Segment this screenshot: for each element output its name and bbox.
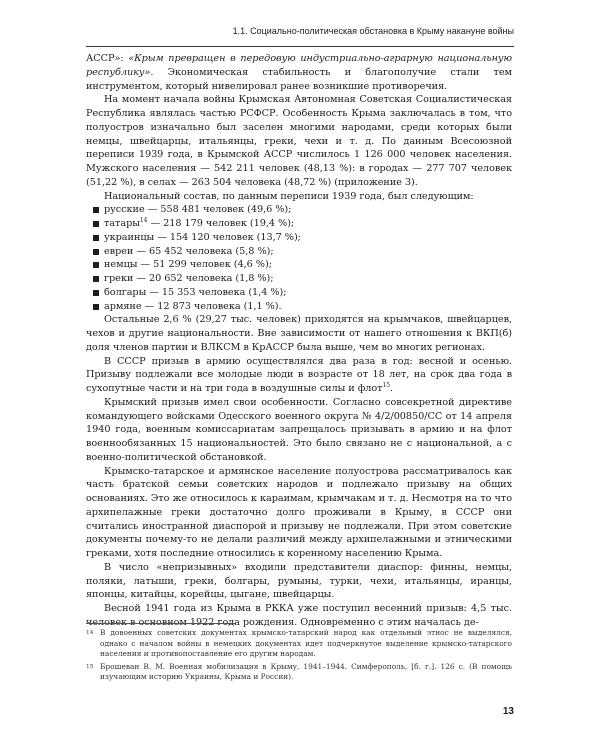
crimean-draft-paragraph: Крымский призыв имел свои особенности. Согласно совсекретной директиве командующего войсками Одесского военного округа № 4/2/00850/СС от 14 апреля 1940 года, военным комиссариатам запрещалось призывать в армию и на флот военнообязанных 15 национальностей. Это было связано не с национальной, а с военно-политической обстановкой. [86, 396, 512, 463]
draft-paragraph: В СССР призыв в армию осуществлялся два раза в год: весной и осенью. Призыву подлежали все молодые люди в возрасте от 18 лет, на срок два года в сухопутные части и на три года в воздушные силы и флот$^{15}$. [86, 355, 512, 394]
bullet-icon [93, 235, 99, 241]
others-paragraph: Остальные 2,6 % (29,27 тыс. человек) приходятся на крымчаков, швейцарцев, чехов и другие национальности. Вне зависимости от нашего отношения к ВКП(б) доля членов партии и ВЛКСМ в КрАССР была выше, чем во многих регионах. [86, 314, 512, 353]
census-paragraph: На момент начала войны Крымская Автономная Советская Социалистическая Республика являлась частью РСФСР. Особенность Крыма заключалась в том, что полуостров изначально был заселен многими народами, среди которых были немцы, швейцарцы, итальянцы, греки, чехи и т. д. По данным Всесоюзной переписи 1939 года, в Крымской АССР числилось 1 126 000 человек населения. Мужского населения — 542 211 человек (48,13 %): в городах — 277 707 человек (51,22 %), в селах — 263 504 человека (48,72 %) (приложение 3). [86, 94, 512, 188]
composition-intro: Национальный состав, по данным переписи 1939 года, был следующим: [104, 190, 474, 202]
footnote-ref[interactable]: 14 [139, 216, 148, 224]
bullet-icon [93, 221, 99, 227]
list-item: армяне — 12 873 человека (1,1 %). [104, 300, 512, 314]
list-item: русские — 558 481 человек (49,6 %); [104, 203, 512, 217]
intro-paragraph: АССР»: «Крым превращен в передовую индустриально-аграрную национальную республику». Экономическая стабильность и благополучие стали тем инструментом, который нивелировал ранее возникшие противоречия. [86, 53, 512, 92]
nationality-list [86, 203, 512, 313]
bullet-icon [93, 207, 99, 213]
spring-draft-paragraph: Весной 1941 года из Крыма в РККА уже поступил весенний призыв: 4,5 тыс. человек в основном 1922 года рождения. Одновременно с этим началась де- [86, 603, 512, 628]
tatar-armenian-paragraph: Крымско-татарское и армянское население полуострова рассматривалось как часть братской семьи советских народов и подлежало призыву на общих основаниях. Это же относилось к караимам, крымчакам и т. д. Несмотря на то что архипелажные греки достаточно долго проживали в Крыму, в СССР они считались иностранной диаспорой и призыву не подлежали. При этом советские документы почему-то не делали различий между архипелажными и этническими греками, хотя последние относились к коренному населению Крыма. [86, 465, 512, 559]
footnote-separator [86, 623, 236, 624]
running-header [86, 26, 514, 47]
non-draftable-paragraph: В число «непризывных» входили представители диаспор: финны, немцы, поляки, латыши, греки, болгары, румыны, турки, чехи, итальянцы, иранцы, японцы, китайцы, корейцы, цыгане, швейцарцы. [86, 561, 512, 601]
list-item: немцы — 51 299 человек (4,6 %); [104, 258, 512, 272]
footnote-text: В довоенных советских документах крымско-татарский народ как отдельный этнос не выделялся, однако с началом войны в немецких документах идет подчеркнутое выделение крымско-татарского населения и противопоставление его другим народам. [100, 628, 512, 658]
bullet-icon [93, 290, 99, 296]
bullet-icon [93, 262, 99, 268]
footnote [86, 628, 512, 660]
bullet-icon [93, 304, 99, 310]
bullet-icon [93, 249, 99, 255]
footnotes [86, 628, 512, 685]
footnote-text: Брошеван В. М. Военная мобилизация в Крыму, 1941–1944. Симферополь, [б. г.]. 126 с. (В помощь изучающим историю Украины, Крыма и России). [100, 661, 512, 681]
list-item: евреи — 65 452 человека (5,8 %); [104, 245, 512, 259]
bullet-icon [93, 276, 99, 282]
list-item: украинцы — 154 120 человек (13,7 %); [104, 231, 512, 245]
list-item: татары$^{14}$ — 218 179 человек (19,4 %); [104, 217, 512, 231]
footnote-number: 14 [86, 630, 94, 636]
page-number: 13 [502, 706, 514, 717]
body-text [86, 52, 512, 630]
list-item: греки — 20 652 человека (1,8 %); [104, 272, 512, 286]
quote: «Крым превращен в передовую индустриально-аграрную национальную республику» [86, 53, 512, 78]
running-title: 1.1. Социально-политическая обстановка в Крыму накануне войны [232, 26, 514, 36]
footnote [86, 662, 512, 683]
footnote-number: 15 [86, 663, 94, 670]
footnote-ref[interactable]: 15 [382, 381, 390, 389]
list-item: болгары — 15 353 человека (1,4 %); [104, 286, 512, 300]
